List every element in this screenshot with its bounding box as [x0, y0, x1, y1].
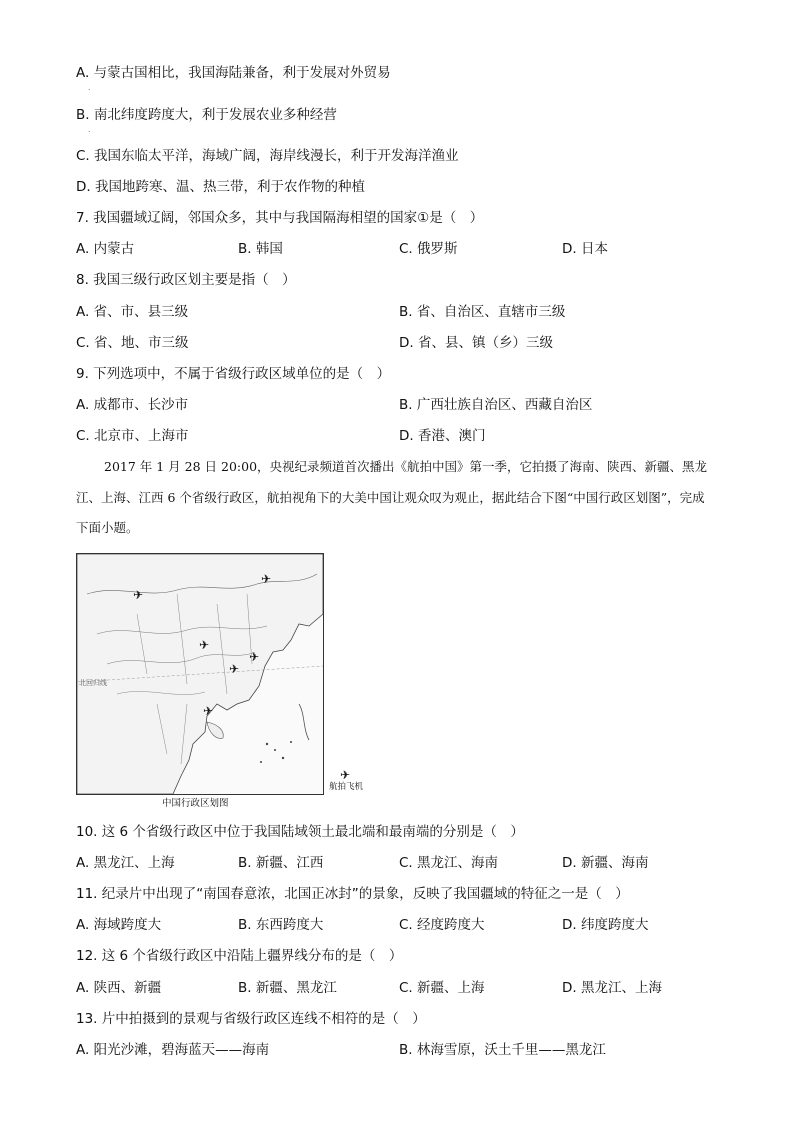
q9-option-b: B. 广西壮族自治区、西藏自治区: [399, 397, 593, 413]
q10-option-d: D. 新疆、海南: [562, 855, 649, 871]
q10-stem: 10. 这 6 个省级行政区中位于我国陆域领土最北端和最南端的分别是（ ）: [76, 824, 524, 840]
q11-option-b: B. 东西跨度大: [238, 917, 324, 933]
legend-label: 航拍飞机: [329, 782, 364, 792]
q7-option-a: A. 内蒙古: [76, 241, 135, 257]
q8-option-a: A. 省、市、县三级: [76, 304, 189, 320]
q9-option-d: D. 香港、澳门: [399, 428, 486, 444]
airplane-icon: ✈: [199, 638, 210, 652]
q11-stem: 11. 纪录片中出现了“南国春意浓，北国正冰封”的景象，反映了我国疆域的特征之一是（ ）: [76, 886, 629, 902]
q10-option-a: A. 黑龙江、上海: [76, 855, 175, 871]
airplane-icon: ✈: [203, 704, 214, 718]
q11-option-c: C. 经度跨度大: [399, 917, 485, 933]
map-caption: 中国行政区划图: [162, 798, 229, 809]
q12-option-d: D. 黑龙江、上海: [562, 980, 662, 996]
airplane-icon: ✈: [133, 588, 144, 602]
q12-stem: 12. 这 6 个省级行政区中沿陆上疆界线分布的是（ ）: [76, 948, 403, 964]
q11-option-a: A. 海域跨度大: [76, 917, 162, 933]
tropic-label: 北回归线: [79, 679, 107, 687]
airplane-icon: ✈: [229, 662, 240, 676]
q7-option-d: D. 日本: [562, 241, 608, 257]
map-drawing: [77, 554, 323, 794]
q6-option-b: B. 南北纬度跨度大，利于发展农业多种经营: [76, 107, 337, 123]
q12-option-c: C. 新疆、上海: [399, 980, 485, 996]
q10-option-b: B. 新疆、江西: [238, 855, 324, 871]
q6-option-a: A. 与蒙古国相比，我国海陆兼备，利于发展对外贸易: [76, 65, 391, 81]
q7-option-c: C. 俄罗斯: [399, 241, 458, 257]
q12-option-b: B. 新疆、黑龙江: [238, 980, 337, 996]
airplane-icon: ✈: [261, 572, 272, 586]
q6-option-c: C. 我国东临太平洋，海域广阔，海岸线漫长，利于开发海洋渔业: [76, 148, 459, 164]
airplane-icon: ✈: [340, 768, 351, 782]
airplane-icon: ✈: [249, 650, 260, 664]
q13-stem: 13. 片中拍摄到的景观与省级行政区连线不相符的是（ ）: [76, 1011, 426, 1027]
q9-option-c: C. 北京市、上海市: [76, 428, 189, 444]
q9-stem: 9. 下列选项中，不属于省级行政区域单位的是（ ）: [76, 366, 391, 382]
q7-option-b: B. 韩国: [238, 241, 283, 257]
q9-option-a: A. 成都市、长沙市: [76, 397, 189, 413]
q8-option-c: C. 省、地、市三级: [76, 335, 189, 351]
q8-option-d: D. 省、县、镇（乡）三级: [399, 335, 553, 351]
q12-option-a: A. 陕西、新疆: [76, 980, 162, 996]
q7-stem: 7. 我国疆域辽阔，邻国众多，其中与我国隔海相望的国家①是（ ）: [76, 210, 484, 226]
q6-option-d: D. 我国地跨寒、温、热三带，利于农作物的种植: [76, 179, 365, 195]
china-admin-map: [76, 553, 324, 795]
q10-option-c: C. 黑龙江、海南: [399, 855, 499, 871]
q11-option-d: D. 纬度跨度大: [562, 917, 649, 933]
reading-passage: 2017 年 1 月 28 日 20:00，央视纪录频道首次播出《航拍中国》第一季，它拍摄了海南、陕西、新疆、黑龙江、上海、江西 6 个省级行政区，航拍视角下的大美中国让观众叹为观止，据此结合下图“中国行政区划图”，完成下面小题。: [76, 459, 708, 535]
q8-option-b: B. 省、自治区、直辖市三级: [399, 304, 566, 320]
q13-option-a: A. 阳光沙滩，碧海蓝天——海南: [76, 1042, 270, 1058]
q8-stem: 8. 我国三级行政区划主要是指（ ）: [76, 272, 296, 288]
q13-option-b: B. 林海雪原，沃土千里——黑龙江: [399, 1042, 606, 1058]
